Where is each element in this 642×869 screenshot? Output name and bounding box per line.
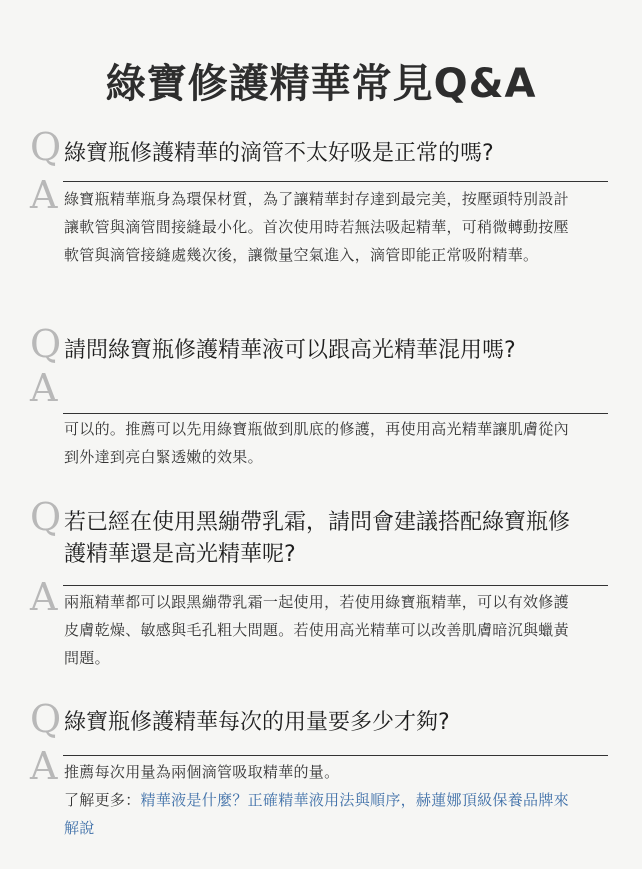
answer-marker: A	[30, 744, 58, 788]
question-text: 請問綠寶瓶修護精華液可以跟高光精華混用嗎?	[64, 338, 516, 363]
divider	[63, 755, 608, 756]
learn-more-line	[64, 786, 576, 842]
divider	[63, 585, 608, 586]
answer-text: 推薦每次用量為兩個滴管吸取精華的量。	[64, 763, 340, 781]
answer-text: 綠寶瓶精華瓶身為環保材質，為了讓精華封存達到最完美，按壓頭特別設計讓軟管與滴管間接縫最小化。首次使用時若無法吸起精華，可稍微轉動按壓軟管與滴管接縫處幾次後，讓微量空氣進入，滴管即能正常吸附精華。	[64, 190, 569, 264]
learn-more-link[interactable]: 精華液是什麼？正確精華液用法與順序，赫蓮娜頂級保養品牌來解說	[64, 791, 569, 837]
question-marker: Q	[30, 125, 62, 169]
qa-item-4	[30, 697, 590, 860]
answer-text: 兩瓶精華都可以跟黑繃帶乳霜一起使用，若使用綠寶瓶精華，可以有效修護皮膚乾燥、敏感與毛孔粗大問題。若使用高光精華可以改善肌膚暗沉與蠟黃問題。	[64, 593, 569, 667]
divider	[63, 181, 608, 182]
question-text: 若已經在使用黑繃帶乳霜，請問會建議搭配綠寶瓶修護精華還是高光精華呢?	[64, 510, 571, 567]
learn-more-prefix: 了解更多：	[64, 791, 141, 809]
answer-marker: A	[30, 366, 58, 410]
question-text: 綠寶瓶修護精華的滴管不太好吸是正常的嗎?	[64, 141, 494, 166]
question-text: 綠寶瓶修護精華每次的用量要多少才夠?	[64, 710, 450, 735]
answer-marker: A	[30, 575, 58, 619]
answer-marker: A	[30, 173, 58, 217]
qa-item-3	[30, 495, 590, 678]
qa-item-2	[30, 322, 590, 485]
divider	[63, 413, 608, 414]
question-marker: Q	[30, 495, 62, 539]
qa-item-1	[30, 125, 590, 308]
page-title: 綠寶修護精華常見Q&A	[105, 61, 537, 107]
question-marker: Q	[30, 697, 62, 741]
answer-text: 可以的。推薦可以先用綠寶瓶做到肌底的修護，再使用高光精華讓肌膚從內到外達到亮白緊透嫩的效果。	[64, 420, 569, 466]
question-marker: Q	[30, 322, 62, 366]
